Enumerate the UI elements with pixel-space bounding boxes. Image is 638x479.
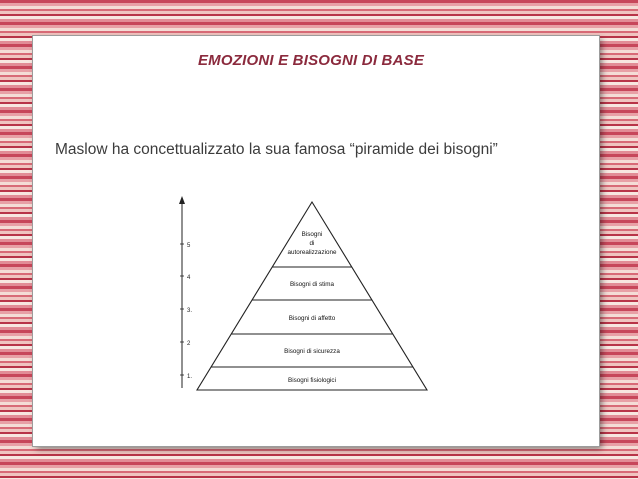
level-label-self-actualization: autorealizzazione [287,249,337,256]
slide-title: EMOZIONI E BISOGNI DI BASE [197,52,425,69]
level-label-safety: Bisogni di sicurezza [284,348,340,355]
level-number: 3. [187,308,193,314]
level-number: 1. [187,374,193,380]
level-number: 5 [187,243,191,249]
level-number: 2 [187,341,191,347]
level-label-self-actualization: di [309,240,315,247]
level-label-self-actualization: Bisogni [301,231,323,238]
level-label-physiological: Bisogni fisiologici [288,377,336,384]
slide-body-text: Maslow ha concettualizzato la sua famosa “piramide dei bisogni” [55,141,498,158]
level-label-esteem: Bisogni di stima [289,281,335,288]
slide [33,36,599,446]
level-number: 4 [187,275,191,281]
axis-arrowhead [179,196,185,204]
pyramid-diagram [169,192,451,396]
level-label-belonging: Bisogni di affetto [288,315,336,322]
maslow-pyramid-figure [169,192,451,396]
